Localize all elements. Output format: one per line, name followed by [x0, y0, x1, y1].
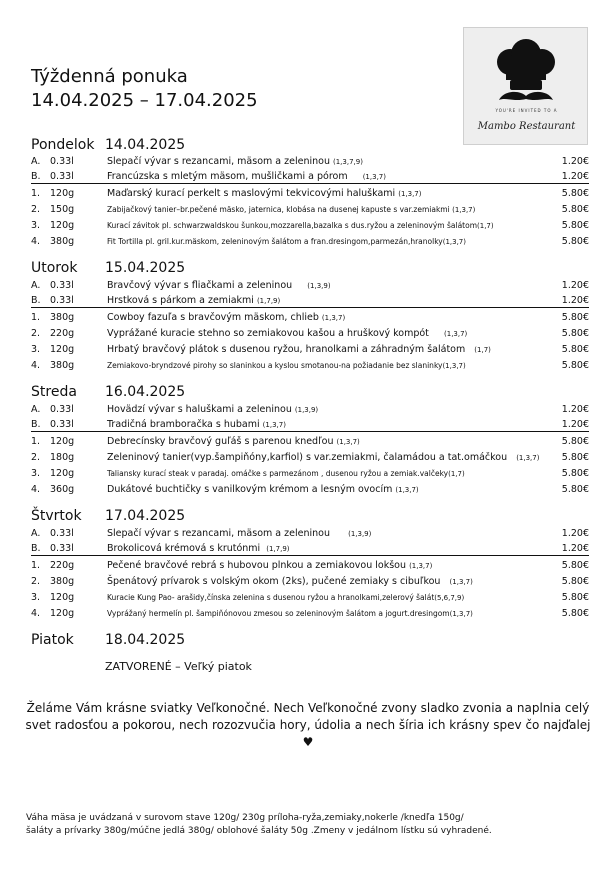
day-name: Utorok — [31, 260, 78, 276]
menu-item: 4. 360g Dukátové buchtičky s vanilkovým krémom a lesným ovocím (1,3,7) 5.80€ — [31, 484, 589, 495]
day-heading-monday — [31, 137, 185, 154]
footnote-line: šaláty a prívarky 380g/múčne jedlá 380g/ oblohové šaláty 50g .Zmeny v jedálnom lístku sú vyhradené. — [26, 826, 492, 836]
menu-item: 2. 220g Vyprážané kuracie stehno so zemiakovou kašou a hruškový kompót (1,3,7) 5.80€ — [31, 328, 589, 339]
menu-item: 2. 150g Zabijačkový tanier–br.pečené mäsko, jaternica, klobása na dusenej kapuste s var.zemiakmi (1,3,7) 5.80€ — [31, 204, 589, 215]
menu-item: 2. 180g Zeleninový tanier(vyp.šampiňóny,karfiol) s var.zemiakmi, čalamádou a tat.omáčkou (1,3,7) 5.80€ — [31, 452, 589, 463]
menu-date-range: 14.04.2025 – 17.04.2025 — [31, 90, 258, 111]
day-date: 14.04.2025 — [105, 137, 186, 153]
menu-item: B. 0.33l Hrstková s párkom a zemiakmi (1,7,9) 1.20€ — [31, 295, 589, 306]
menu-item: A. 0.33l Bravčový vývar s fliačkami a zeleninou (1,3,9) 1.20€ — [31, 280, 589, 291]
menu-title: Týždenná ponuka — [31, 66, 188, 87]
menu-item: 1. 380g Cowboy fazuľa s bravčovým mäskom, chlieb (1,3,7) 5.80€ — [31, 312, 589, 323]
day-heading-thursday — [31, 508, 185, 525]
menu-item: 4. 120g Vyprážaný hermelín pl. šampiňónovou zmesou so zeleninovým šalátom a jogurt.dresingom(1,3,7) 5.80€ — [31, 608, 589, 619]
day-name: Štvrtok — [31, 508, 82, 524]
menu-item: B. 0.33l Tradičná bramboračka s hubami (1,3,7) 1.20€ — [31, 419, 589, 430]
day-date: 18.04.2025 — [105, 632, 186, 648]
menu-item: 3. 120g Hrbatý bravčový plátok s dusenou ryžou, hranolkami a záhradným šalátom (1,7) 5.80€ — [31, 344, 589, 355]
day-heading-friday — [31, 632, 185, 649]
menu-item: 4. 380g Fit Tortilla pl. gril.kur.mäskom, zeleninovým šalátom a fran.dresingom,parmezán,hranolky(1,3,7) 5.80€ — [31, 236, 589, 247]
menu-item: 3. 120g Taliansky kurací steak v paradaj. omáčke s parmezánom , dusenou ryžou a zemiak.valčeky(1,7) 5.80€ — [31, 468, 589, 479]
menu-item: 3. 120g Kurací závitok pl. schwarzwaldskou šunkou,mozzarella,bazalka s dus.ryžou a zeleninovým šalátom(1,7) 5.80€ — [31, 220, 589, 231]
menu-item: 4. 380g Zemiakovo-bryndzové pirohy so slaninkou a kyslou smotanou-na požiadanie bez slaninky(1,3,7) 5.80€ — [31, 360, 589, 371]
day-name: Streda — [31, 384, 77, 400]
day-date: 15.04.2025 — [105, 260, 186, 276]
menu-item: 1. 220g Pečené bravčové rebrá s hubovou plnkou a zemiakovou lokšou (1,3,7) 5.80€ — [31, 560, 589, 571]
menu-item: 1. 120g Debrecínsky bravčový guľáš s parenou knedľou (1,3,7) 5.80€ — [31, 436, 589, 447]
day-heading-tuesday — [31, 260, 185, 277]
day-heading-wednesday — [31, 384, 185, 401]
menu-item: A. 0.33l Slepačí vývar s rezancami, mäsom a zeleninou (1,3,9) 1.20€ — [31, 528, 589, 539]
menu-item: B. 0.33l Brokolicová krémová s krutónmi (1,7,9) 1.20€ — [31, 543, 589, 554]
menu-item: 3. 120g Kuracie Kung Pao- arašidy,čínska zelenina s dusenou ryžou a hranolkami,zelerový šalát(5,6,7,9) 5.80€ — [31, 592, 589, 603]
logo-tagline: YOU'RE INVITED TO A — [495, 108, 558, 113]
day-name: Piatok — [31, 632, 74, 648]
day-date: 16.04.2025 — [105, 384, 186, 400]
menu-item: 2. 380g Špenátový prívarok s volským okom (2ks), pučené zemiaky s cibuľkou (1,3,7) 5.80€ — [31, 576, 589, 587]
logo-restaurant-name: Mambo Restaurant — [477, 121, 576, 132]
menu-item: B. 0.33l Francúzska s mletým mäsom, mušličkami a pórom (1,3,7) 1.20€ — [31, 171, 589, 182]
day-name: Pondelok — [31, 137, 95, 153]
weight-footnote — [26, 812, 586, 838]
footnote-line: Váha mäsa je uvádzaná v surovom stave 120g/ 230g príloha-ryža,zemiaky,nokerle /knedľa 150g/ — [26, 813, 464, 823]
menu-item: A. 0.33l Hovädzí vývar s haluškami a zeleninou (1,3,9) 1.20€ — [31, 404, 589, 415]
restaurant-logo — [463, 27, 588, 145]
menu-item: A. 0.33l Slepačí vývar s rezancami, mäsom a zeleninou (1,3,7,9) 1.20€ — [31, 156, 589, 167]
closed-note: ZATVORENÉ – Veľký piatok — [105, 660, 252, 673]
menu-item: 1. 120g Maďarský kurací perkelt s maslovými tekvicovými haluškami (1,3,7) 5.80€ — [31, 188, 589, 199]
day-date: 17.04.2025 — [105, 508, 186, 524]
easter-greeting: Želáme Vám krásne sviatky Veľkonočné. Nech Veľkonočné zvony sladko zvonia a naplnia celý svet radosťou a pokorou, nech rozozvučia hory, údolia a nech šíria ich krásny spev čo najďalej ♥ — [25, 701, 591, 749]
